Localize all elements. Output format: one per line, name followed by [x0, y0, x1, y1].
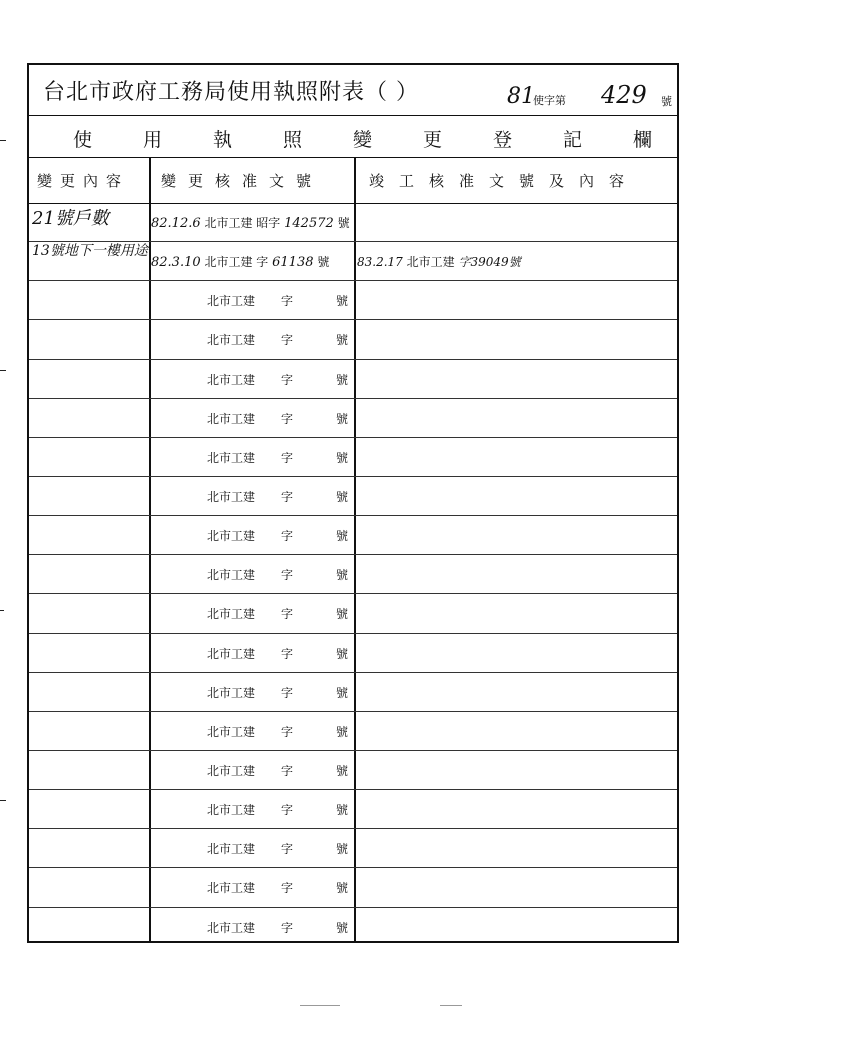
- approval-hao: 號: [337, 216, 350, 230]
- approval-number: [151, 253, 353, 270]
- section-row: [29, 115, 704, 158]
- table-row: [29, 868, 677, 907]
- table-row: [29, 477, 677, 516]
- column-header-row: [29, 157, 677, 204]
- template-authority: 北市工建: [207, 372, 256, 387]
- permit-number: 429: [601, 81, 647, 109]
- template-hao: 號: [336, 646, 349, 661]
- approval-authority: 北市工建: [204, 255, 253, 270]
- table-row: [29, 790, 677, 829]
- template-authority: 北市工建: [207, 920, 256, 935]
- template-char: 字: [281, 763, 294, 778]
- template-hao: 號: [336, 763, 349, 778]
- approval-char: 昭字: [256, 216, 281, 230]
- table-row: [29, 242, 677, 281]
- completion-number: [357, 253, 677, 270]
- template-authority: 北市工建: [207, 294, 256, 309]
- scan-mark: [440, 1005, 462, 1006]
- table-row: [29, 360, 677, 399]
- table-row: [29, 555, 677, 594]
- template-hao: 號: [336, 450, 349, 465]
- table-row: [29, 438, 677, 477]
- template-char: 字: [281, 411, 294, 426]
- template-hao: 號: [336, 411, 349, 426]
- template-hao: 號: [336, 685, 349, 700]
- approval-authority: 北市工建: [204, 216, 253, 230]
- table-row: [29, 281, 677, 320]
- template-authority: 北市工建: [207, 724, 256, 739]
- template-authority: 北市工建: [207, 763, 256, 778]
- table-row: [29, 320, 677, 359]
- approval-no: 61138: [272, 255, 314, 271]
- template-hao: 號: [336, 333, 349, 348]
- template-char: 字: [281, 607, 294, 622]
- template-authority: 北市工建: [207, 842, 256, 857]
- title-row: [29, 65, 677, 116]
- completion-no: 字39049號: [458, 255, 521, 270]
- change-rows: [29, 203, 677, 947]
- scan-mark: [0, 370, 6, 371]
- template-authority: 北市工建: [207, 646, 256, 661]
- template-char: 字: [281, 724, 294, 739]
- template-char: 字: [281, 803, 294, 818]
- approval-date: 82.12.6: [151, 216, 201, 231]
- template-authority: 北市工建: [207, 685, 256, 700]
- template-char: 字: [281, 842, 294, 857]
- change-content: 21號戶數: [32, 208, 109, 229]
- template-char: 字: [281, 568, 294, 583]
- table-row: [29, 516, 677, 555]
- template-hao: 號: [336, 920, 349, 935]
- template-authority: 北市工建: [207, 489, 256, 504]
- template-char: 字: [281, 529, 294, 544]
- template-hao: 號: [336, 724, 349, 739]
- template-authority: 北市工建: [207, 881, 256, 896]
- table-row: [29, 203, 677, 242]
- scan-mark: [0, 140, 6, 141]
- template-authority: 北市工建: [207, 411, 256, 426]
- template-hao: 號: [336, 294, 349, 309]
- template-char: 字: [281, 685, 294, 700]
- table-row: [29, 399, 677, 438]
- template-char: 字: [281, 489, 294, 504]
- template-char: 字: [281, 333, 294, 348]
- permit-annex-form: [27, 63, 704, 943]
- column-header-content: 變更內容: [37, 172, 130, 190]
- template-hao: 號: [336, 489, 349, 504]
- template-char: 字: [281, 372, 294, 387]
- completion-authority: 北市工建: [406, 255, 455, 270]
- template-char: 字: [281, 920, 294, 935]
- form-title: 台北市政府工務局使用執照附表（ ）: [43, 80, 419, 105]
- approval-hao: 號: [317, 255, 330, 270]
- table-row: [29, 829, 677, 868]
- approval-date: 82.3.10: [151, 255, 201, 271]
- table-row: [29, 673, 677, 712]
- scan-mark: [300, 1005, 340, 1006]
- template-char: 字: [281, 294, 294, 309]
- template-authority: 北市工建: [207, 333, 256, 348]
- permit-suffix: 號: [661, 95, 672, 108]
- template-hao: 號: [336, 372, 349, 387]
- template-hao: 號: [336, 529, 349, 544]
- template-authority: 北市工建: [207, 607, 256, 622]
- permit-year: 81: [507, 84, 535, 109]
- template-authority: 北市工建: [207, 450, 256, 465]
- section-title: 使用執照變更登記欄: [73, 129, 704, 151]
- table-row: [29, 908, 677, 947]
- column-header-completion: 竣工核准文號及內容: [369, 172, 640, 190]
- template-authority: 北市工建: [207, 529, 256, 544]
- template-hao: 號: [336, 803, 349, 818]
- approval-number: [151, 214, 353, 231]
- scan-mark: [0, 610, 4, 611]
- template-hao: 號: [336, 568, 349, 583]
- table-row: [29, 712, 677, 751]
- template-authority: 北市工建: [207, 568, 256, 583]
- template-char: 字: [281, 646, 294, 661]
- approval-char: 字: [256, 255, 269, 270]
- template-hao: 號: [336, 607, 349, 622]
- completion-date: 83.2.17: [357, 255, 403, 270]
- approval-no: 142572: [284, 216, 334, 231]
- template-hao: 號: [336, 881, 349, 896]
- permit-type: 使字第: [533, 94, 566, 107]
- template-char: 字: [281, 881, 294, 896]
- scan-mark: [0, 800, 6, 801]
- template-hao: 號: [336, 842, 349, 857]
- table-row: [29, 634, 677, 673]
- change-content: 13號地下一樓用途: [32, 243, 148, 260]
- template-char: 字: [281, 450, 294, 465]
- template-authority: 北市工建: [207, 803, 256, 818]
- table-row: [29, 751, 677, 790]
- column-header-approval: 變更核准文號: [161, 172, 324, 190]
- table-row: [29, 594, 677, 633]
